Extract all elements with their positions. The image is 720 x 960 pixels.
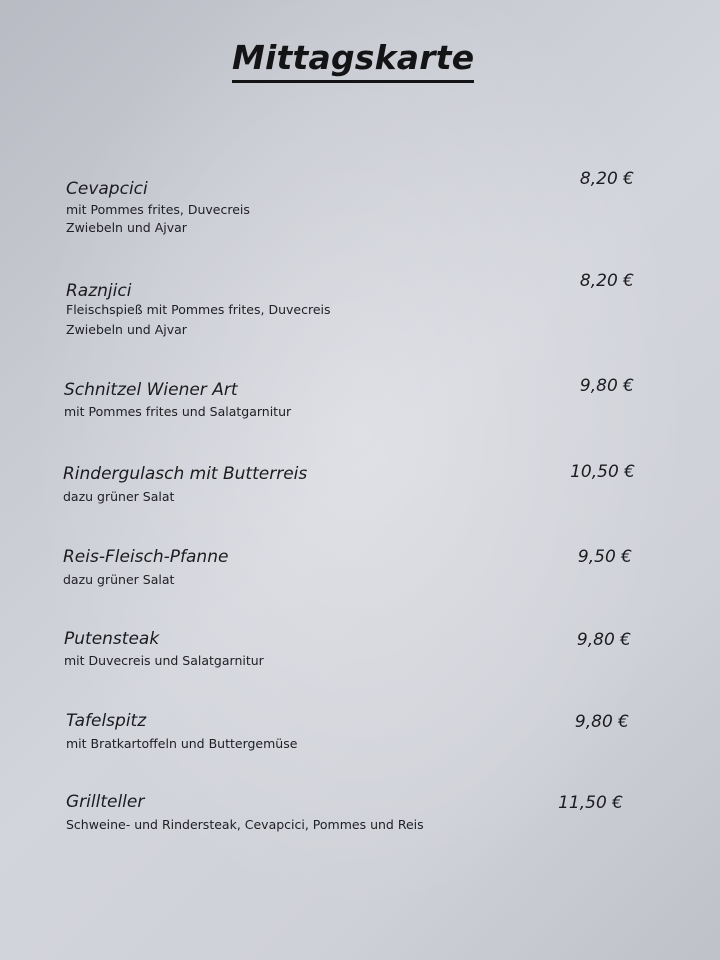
menu-item-desc-line: mit Pommes frites, Duvecreis xyxy=(66,202,250,217)
menu-item-schnitzel xyxy=(0,376,720,459)
menu-item-reis-fleisch-pfanne xyxy=(0,546,720,626)
menu-title: Mittagskarte xyxy=(232,36,474,83)
menu-item-desc-line: mit Bratkartoffeln und Buttergemüse xyxy=(66,736,298,751)
menu-item-price: 9,50 € xyxy=(577,547,632,567)
menu-item-rindergulasch xyxy=(0,463,720,543)
menu-item-price: 8,20 € xyxy=(579,271,634,291)
menu-item-name: Raznjici xyxy=(66,281,132,301)
menu-item-price: 11,50 € xyxy=(558,793,623,813)
menu-item-name: Schnitzel Wiener Art xyxy=(64,380,238,400)
menu-item-price: 10,50 € xyxy=(570,462,635,482)
menu-item-price: 9,80 € xyxy=(574,712,629,732)
menu-item-name: Reis-Fleisch-Pfanne xyxy=(63,547,229,567)
menu-item-price: 8,20 € xyxy=(579,169,634,189)
menu-item-desc-line: Fleischspieß mit Pommes frites, Duvecreis xyxy=(66,302,331,317)
menu-item-price: 9,80 € xyxy=(579,376,634,396)
menu-item-putensteak xyxy=(0,628,720,708)
menu-item-desc-line: mit Pommes frites und Salatgarnitur xyxy=(64,404,292,419)
menu-item-name: Putensteak xyxy=(64,629,160,649)
menu-item-name: Cevapcici xyxy=(66,179,148,199)
menu-item-desc-line: Zwiebeln und Ajvar xyxy=(66,220,187,235)
menu-item-raznjici xyxy=(0,271,720,358)
menu-item-desc-line: mit Duvecreis und Salatgarnitur xyxy=(64,653,264,668)
menu-item-desc-line: Schweine- und Rindersteak, Cevapcici, Pommes und Reis xyxy=(66,817,424,832)
menu-item-tafelspitz xyxy=(0,710,720,790)
menu-item-cevapcici xyxy=(0,169,720,256)
menu-item-name: Grillteller xyxy=(66,792,145,812)
menu-item-desc-line: Zwiebeln und Ajvar xyxy=(66,322,187,337)
menu-item-price: 9,80 € xyxy=(576,630,631,650)
menu-item-grillteller xyxy=(0,791,720,871)
menu-item-name: Rindergulasch mit Butterreis xyxy=(63,464,308,484)
menu-item-name: Tafelspitz xyxy=(66,711,147,731)
menu-item-desc-line: dazu grüner Salat xyxy=(63,572,175,587)
menu-item-desc-line: dazu grüner Salat xyxy=(63,489,175,504)
